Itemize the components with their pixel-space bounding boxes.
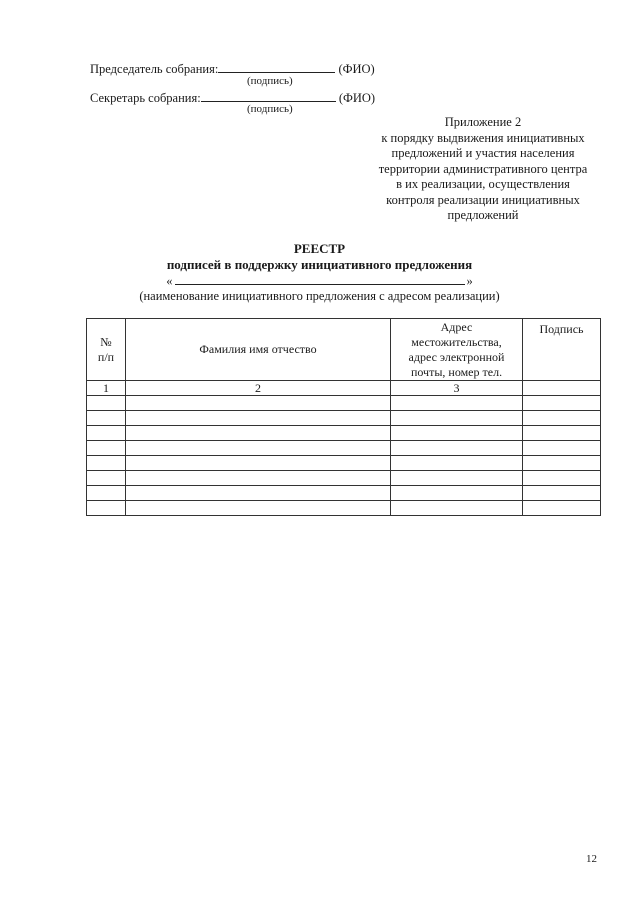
initiative-name-blank (175, 273, 465, 285)
secretary-line (90, 89, 375, 106)
header-number-symbol: № (100, 334, 112, 349)
header-fullname: Фамилия имя отчество (126, 319, 391, 381)
header-address-line: местожительства, (411, 334, 502, 349)
appendix-line: в их реализации, осуществления (396, 177, 570, 191)
quote-open: « (166, 274, 173, 288)
secretary-suffix: (ФИО) (338, 91, 376, 105)
table-row (87, 441, 601, 456)
cell-signature[interactable] (523, 396, 601, 411)
cell-fullname[interactable] (126, 501, 391, 516)
chairman-suffix: (ФИО) (338, 62, 375, 76)
table-row (87, 456, 601, 471)
chairman-sub: (подпись) (247, 75, 293, 87)
cell-number[interactable] (87, 396, 126, 411)
column-number: 2 (126, 381, 391, 396)
cell-fullname[interactable] (126, 426, 391, 441)
cell-signature[interactable] (523, 441, 601, 456)
appendix-line: к порядку выдвижения инициативных (381, 130, 585, 145)
header-signature: Подпись (523, 319, 601, 381)
quote-close: » (466, 274, 473, 288)
signature-registry-table (86, 318, 601, 516)
secretary-label: Секретарь собрания: (90, 91, 201, 105)
cell-address[interactable] (391, 411, 523, 426)
chairman-blank (218, 60, 335, 73)
header-address (391, 319, 523, 381)
table-row (87, 411, 601, 426)
cell-signature[interactable] (523, 471, 601, 486)
appendix-block (368, 115, 598, 224)
header-address-line: почты, номер тел. (410, 364, 503, 379)
cell-address[interactable] (391, 501, 523, 516)
cell-address[interactable] (391, 426, 523, 441)
table-header-row (87, 319, 601, 381)
column-number: 1 (87, 381, 126, 396)
cell-address[interactable] (391, 396, 523, 411)
registry-subtitle: подписей в поддержку инициативного предложения (166, 257, 473, 272)
cell-address[interactable] (391, 456, 523, 471)
column-number: 3 (391, 381, 523, 396)
table-row (87, 396, 601, 411)
appendix-line: предложений и участия населения (391, 146, 575, 160)
cell-number[interactable] (87, 501, 126, 516)
cell-signature[interactable] (523, 486, 601, 501)
header-number (87, 319, 126, 381)
column-number (523, 381, 601, 396)
cell-number[interactable] (87, 486, 126, 501)
cell-number[interactable] (87, 471, 126, 486)
cell-address[interactable] (391, 441, 523, 456)
cell-signature[interactable] (523, 411, 601, 426)
initiative-name-hint: (наименование инициативного предложения с адресом реализации) (139, 289, 500, 303)
cell-fullname[interactable] (126, 471, 391, 486)
secretary-blank (201, 89, 336, 102)
appendix-line: предложений (447, 208, 519, 222)
cell-signature[interactable] (523, 456, 601, 471)
registry-title: РЕЕСТР (293, 241, 346, 256)
cell-number[interactable] (87, 411, 126, 426)
cell-fullname[interactable] (126, 396, 391, 411)
cell-signature[interactable] (523, 501, 601, 516)
column-number-row (87, 381, 601, 396)
table-row (87, 486, 601, 501)
chairman-line (90, 60, 375, 77)
cell-number[interactable] (87, 456, 126, 471)
cell-number[interactable] (87, 426, 126, 441)
chairman-label: Председатель собрания: (90, 62, 219, 76)
appendix-line: контроля реализации инициативных (386, 192, 580, 207)
appendix-line: территории административного центра (378, 161, 588, 176)
table-row (87, 501, 601, 516)
secretary-sub: (подпись) (247, 103, 293, 115)
cell-fullname[interactable] (126, 441, 391, 456)
initiative-name-line (0, 273, 639, 289)
cell-address[interactable] (391, 486, 523, 501)
appendix-line: Приложение 2 (444, 115, 522, 129)
cell-number[interactable] (87, 441, 126, 456)
cell-fullname[interactable] (126, 486, 391, 501)
table-row (87, 426, 601, 441)
table-row (87, 471, 601, 486)
page-number: 12 (586, 853, 597, 865)
header-address-line: адрес электронной (408, 349, 505, 364)
header-number-abbr: п/п (97, 349, 115, 364)
cell-address[interactable] (391, 471, 523, 486)
header-address-line: Адрес (440, 319, 473, 334)
cell-signature[interactable] (523, 426, 601, 441)
cell-fullname[interactable] (126, 411, 391, 426)
cell-fullname[interactable] (126, 456, 391, 471)
